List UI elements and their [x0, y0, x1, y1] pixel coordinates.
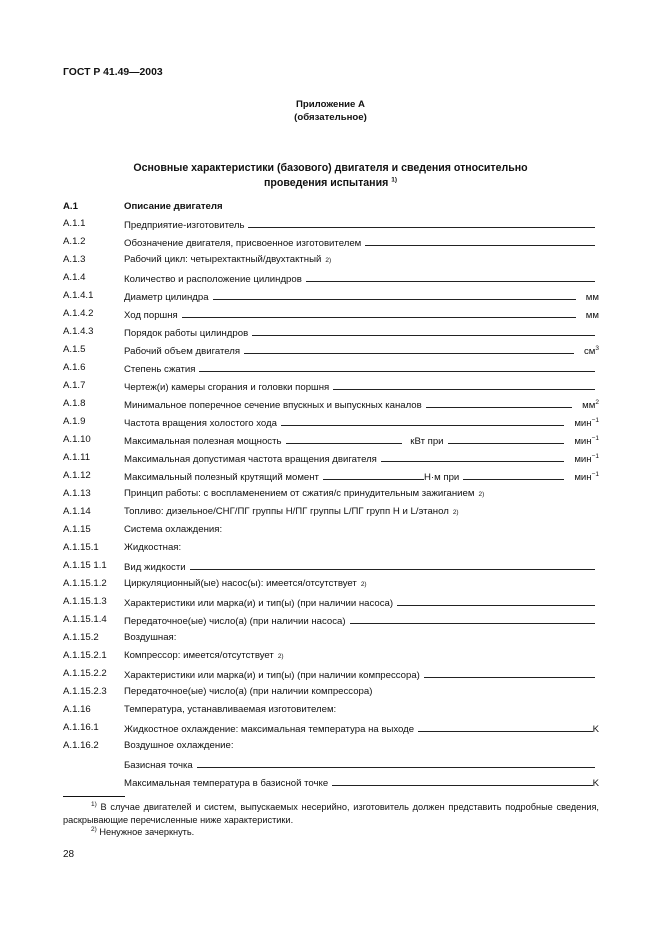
- footnote-2: $^{2)}$ Ненужное зачеркнуть.: [91, 825, 195, 837]
- item-label: Циркуляционный(ые) насос(ы): имеется/отсутствует: [124, 578, 357, 589]
- unit-exponent: 3: [595, 344, 599, 352]
- spec-row: [0, 560, 661, 574]
- item-content: [124, 596, 599, 609]
- item-label: Максимальная температура в базисной точке: [124, 778, 329, 789]
- item-content: [124, 560, 599, 573]
- item-label: Обозначение двигателя, присвоенное изготовителем: [124, 238, 362, 249]
- item-content: [124, 758, 599, 771]
- blank-line[interactable]: [463, 470, 564, 480]
- spec-row: [0, 201, 661, 215]
- item-label: Передаточное(ые) число(а) (при наличии компрессора): [124, 686, 373, 697]
- spec-row: [0, 344, 661, 358]
- appendix-status: (обязательное): [294, 112, 367, 123]
- page-number: 28: [63, 849, 75, 860]
- item-content: [124, 686, 599, 697]
- item-number: A.1.15.2.2: [63, 668, 107, 679]
- item-number: A.1.13: [63, 488, 91, 499]
- blank-line[interactable]: [333, 380, 595, 390]
- item-number: A.1.16.2: [63, 740, 99, 751]
- item-label: Характеристики или марка(и) и тип(ы) (при наличии насоса): [124, 598, 394, 609]
- item-content: [124, 290, 599, 303]
- spec-row: [0, 632, 661, 646]
- unit-label: мин$^{-1}$: [574, 452, 599, 465]
- mid-unit: кВт при: [410, 436, 444, 447]
- item-number: A.1.5: [63, 344, 86, 355]
- spec-row: [0, 290, 661, 304]
- document-code: ГОСТ Р 41.49—2003: [63, 67, 163, 78]
- item-content: [124, 452, 599, 465]
- item-number: A.1.15 1.1: [63, 560, 107, 571]
- item-label: Диаметр цилиндра: [124, 292, 209, 303]
- section-title: [100, 161, 561, 191]
- blank-line[interactable]: [213, 290, 576, 300]
- item-number: A.1.4.2: [63, 308, 94, 319]
- unit-label: мин$^{-1}$: [574, 434, 599, 447]
- item-number: A.1.15.2.3: [63, 686, 107, 697]
- item-label: Степень сжатия: [124, 364, 196, 375]
- blank-line[interactable]: [306, 272, 595, 282]
- item-label: Температура, устанавливаемая изготовителем:: [124, 704, 337, 715]
- blank-line[interactable]: [190, 560, 595, 570]
- spec-row: [0, 326, 661, 340]
- item-number: A.1.14: [63, 506, 91, 517]
- item-label: Описание двигателя: [124, 201, 223, 212]
- item-content: Компрессор: имеется/отсутствует 2): [124, 650, 284, 661]
- item-content: [124, 614, 599, 627]
- item-content: [124, 308, 599, 321]
- spec-row: [0, 470, 661, 484]
- blank-line[interactable]: [286, 434, 403, 444]
- unit-exponent: 2: [595, 398, 599, 406]
- item-number: A.1.4.3: [63, 326, 94, 337]
- unit-label: мин$^{-1}$: [574, 416, 599, 429]
- section-title-line1: Основные характеристики (базового) двигателя и сведения относительно: [133, 162, 528, 174]
- blank-line[interactable]: [197, 758, 595, 768]
- item-content: Рабочий цикл: четырехтактный/двухтактный 2): [124, 254, 332, 265]
- blank-line[interactable]: [448, 434, 565, 444]
- item-label: Воздушная:: [124, 632, 177, 643]
- item-label: Ход поршня: [124, 310, 178, 321]
- item-label: Максимальная полезная мощность: [124, 436, 282, 447]
- item-content: [124, 344, 599, 357]
- item-number: A.1.15.1.4: [63, 614, 107, 625]
- spec-row: [0, 452, 661, 466]
- unit-label: K: [592, 724, 599, 735]
- item-label: Базисная точка: [124, 760, 193, 771]
- item-label: Рабочий объем двигателя: [124, 346, 241, 357]
- unit-exponent: −1: [591, 416, 599, 424]
- item-content: [124, 632, 599, 643]
- item-label: Чертеж(и) камеры сгорания и головки поршня: [124, 382, 330, 393]
- blank-line[interactable]: [424, 668, 595, 678]
- blank-line[interactable]: [199, 362, 595, 372]
- item-label: Предприятие-изготовитель: [124, 220, 245, 231]
- item-content: [124, 272, 599, 285]
- blank-line[interactable]: [418, 722, 592, 732]
- spec-row: [0, 614, 661, 628]
- item-label: Количество и расположение цилиндров: [124, 274, 302, 285]
- footnote-1: $^{1)}$ В случае двигателей и систем, выпускаемых несерийно, изготовитель должен представить подробные сведения, раскрывающие перечисленные ниже характеристики.: [63, 800, 599, 825]
- item-content: [124, 524, 599, 535]
- blank-line[interactable]: [281, 416, 564, 426]
- item-number: A.1.15.2.1: [63, 650, 107, 661]
- spec-row: [0, 776, 661, 790]
- item-label: Вид жидкости: [124, 562, 186, 573]
- item-number: A.1.15: [63, 524, 91, 535]
- blank-line[interactable]: [365, 236, 595, 246]
- item-number: A.1.6: [63, 362, 86, 373]
- item-content: Циркуляционный(ые) насос(ы): имеется/отсутствует 2): [124, 578, 367, 589]
- item-content: [124, 218, 599, 231]
- item-number: A.1.4.1: [63, 290, 94, 301]
- item-label: Воздушное охлаждение:: [124, 740, 234, 751]
- item-number: A.1.3: [63, 254, 86, 265]
- spec-row: [0, 704, 661, 718]
- spec-row: [0, 686, 661, 700]
- item-label: Принцип работы: с воспламенением от сжатия/с принудительным зажиганием: [124, 488, 475, 499]
- item-content: [124, 542, 599, 553]
- unit-exponent: −1: [591, 470, 600, 478]
- unit-label: мм: [585, 292, 599, 303]
- item-content: [124, 434, 599, 447]
- spec-row: [0, 380, 661, 394]
- item-number: A.1.4: [63, 272, 86, 283]
- spec-row: [0, 308, 661, 322]
- blank-line[interactable]: [426, 398, 572, 408]
- item-label: Передаточное(ые) число(а) (при наличии насоса): [124, 616, 346, 627]
- item-number: A.1.2: [63, 236, 86, 247]
- item-content: [124, 776, 599, 789]
- item-number: A.1.7: [63, 380, 86, 391]
- item-number: A.1: [63, 201, 78, 212]
- unit-exponent: −1: [591, 452, 599, 460]
- item-number: A.1.15.1: [63, 542, 99, 553]
- item-label: Порядок работы цилиндров: [124, 328, 249, 339]
- spec-row: [0, 578, 661, 592]
- blank-line[interactable]: [332, 776, 592, 786]
- blank-line[interactable]: [248, 218, 595, 228]
- item-number: A.1.1: [63, 218, 86, 229]
- unit-label: мм: [585, 310, 599, 321]
- spec-row: [0, 596, 661, 610]
- spec-row: [0, 254, 661, 268]
- item-label: Минимальное поперечное сечение впускных и выпускных каналов: [124, 400, 422, 411]
- unit-label: $см^3$: [583, 344, 599, 357]
- spec-row: [0, 650, 661, 664]
- blank-line[interactable]: [350, 614, 595, 624]
- spec-row: [0, 668, 661, 682]
- item-number: A.1.12: [63, 470, 91, 481]
- item-number: A.1.15.1.3: [63, 596, 107, 607]
- blank-line[interactable]: [397, 596, 595, 606]
- item-number: A.1.10: [63, 434, 91, 445]
- blank-line[interactable]: [323, 470, 424, 480]
- item-content: Топливо: дизельное/СНГ/ПГ группы Н/ПГ группы L/ПГ групп Н и L/этанол 2): [124, 506, 459, 517]
- item-label: Рабочий цикл: четырехтактный/двухтактный: [124, 254, 322, 265]
- blank-line[interactable]: [244, 344, 574, 354]
- item-content: [124, 201, 599, 212]
- item-content: [124, 668, 599, 681]
- item-label: Максимальный полезный крутящий момент: [124, 472, 319, 483]
- spec-row: [0, 524, 661, 538]
- spec-row: [0, 434, 661, 448]
- footnote-mark: 2): [91, 825, 97, 833]
- spec-row: [0, 740, 661, 754]
- spec-row: [0, 722, 661, 736]
- item-content: [124, 722, 599, 735]
- section-title-line2: проведения испытания $^{1)}$: [263, 176, 397, 189]
- unit-label: K: [592, 778, 599, 789]
- unit-label: мин$^{-1}$: [574, 470, 600, 483]
- spec-row: [0, 542, 661, 556]
- unit-label: $мм^2$: [582, 398, 599, 411]
- item-label: Топливо: дизельное/СНГ/ПГ группы Н/ПГ группы L/ПГ групп Н и L/этанол: [124, 506, 449, 517]
- item-content: [124, 416, 599, 429]
- spec-row: [0, 398, 661, 412]
- item-number: A.1.15.1.2: [63, 578, 107, 589]
- appendix-title: Приложение А: [296, 99, 365, 110]
- item-content: [124, 470, 599, 483]
- item-number: A.1.15.2: [63, 632, 99, 643]
- spec-row: [0, 506, 661, 520]
- item-label: Жидкостная:: [124, 542, 182, 553]
- item-number: A.1.8: [63, 398, 86, 409]
- item-number: A.1.16: [63, 704, 91, 715]
- item-content: [124, 398, 599, 411]
- item-label: Частота вращения холостого хода: [124, 418, 277, 429]
- item-content: [124, 236, 599, 249]
- blank-line[interactable]: [182, 308, 576, 318]
- item-label: Жидкостное охлаждение: максимальная температура на выходе: [124, 724, 415, 735]
- item-number: A.1.16.1: [63, 722, 99, 733]
- item-label: Компрессор: имеется/отсутствует: [124, 650, 274, 661]
- mid-unit: Н·м при: [424, 472, 460, 483]
- spec-row: [0, 218, 661, 232]
- item-content: [124, 740, 599, 751]
- spec-row: [0, 488, 661, 502]
- spec-row: [0, 362, 661, 376]
- blank-line[interactable]: [381, 452, 564, 462]
- footnote-divider: [63, 796, 125, 797]
- item-number: A.1.11: [63, 452, 91, 463]
- footnote-ref: 1): [391, 176, 397, 184]
- unit-exponent: −1: [591, 434, 599, 442]
- spec-row: [0, 272, 661, 286]
- spec-row: [0, 236, 661, 250]
- item-label: Система охлаждения:: [124, 524, 223, 535]
- item-label: Максимальная допустимая частота вращения двигателя: [124, 454, 377, 465]
- item-content: [124, 362, 599, 375]
- item-content: [124, 704, 599, 715]
- item-label: Характеристики или марка(и) и тип(ы) (при наличии компрессора): [124, 670, 420, 681]
- item-number: A.1.9: [63, 416, 86, 427]
- item-content: [124, 326, 599, 339]
- footnote-mark: 1): [91, 800, 97, 808]
- spec-row: [0, 416, 661, 430]
- item-content: Принцип работы: с воспламенением от сжатия/с принудительным зажиганием 2): [124, 488, 485, 499]
- item-content: [124, 380, 599, 393]
- blank-line[interactable]: [252, 326, 595, 336]
- spec-row: [0, 758, 661, 772]
